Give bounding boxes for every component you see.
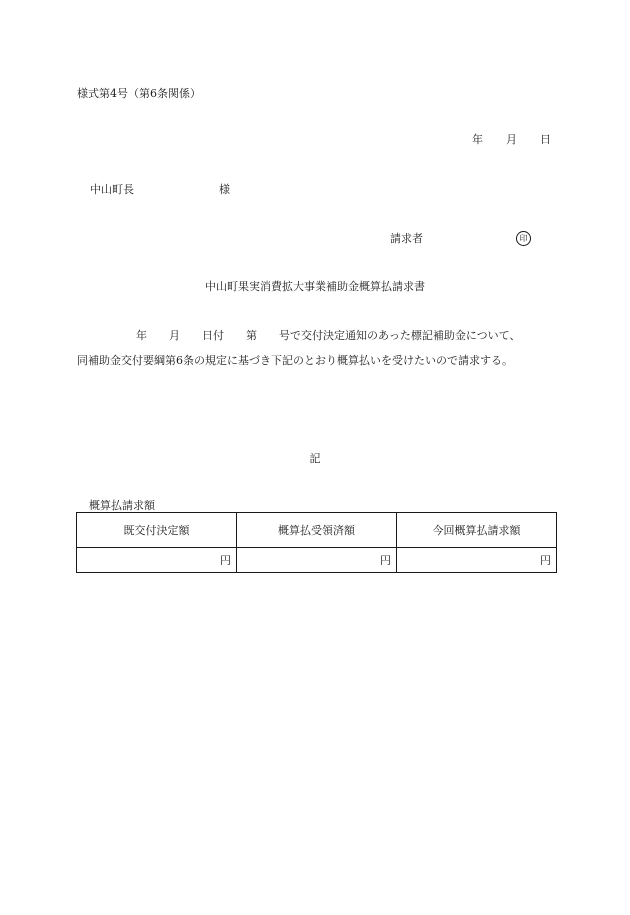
requester-label: 請求者 (390, 232, 423, 245)
document-title: 中山町果実消費拡大事業補助金概算払請求書 (205, 280, 425, 293)
date-month: 月 (506, 133, 517, 146)
column-header-requested: 今回概算払請求額 (397, 513, 557, 548)
cell-granted-amount[interactable]: 円 (77, 548, 237, 573)
addressee-name: 中山町長 (90, 183, 134, 196)
date-line (472, 131, 551, 147)
body-number-prefix: 第 (246, 329, 257, 342)
cell-requested-amount[interactable]: 円 (397, 548, 557, 573)
body-date-suffix: 日付 (202, 329, 224, 342)
body-line-1 (136, 327, 520, 343)
column-header-granted: 既交付決定額 (77, 513, 237, 548)
body-month: 月 (169, 329, 180, 342)
body-year: 年 (136, 329, 147, 342)
requester (390, 230, 531, 246)
amount-table-header-row (77, 513, 557, 548)
addressee-honorific: 様 (219, 183, 230, 196)
amount-section-label: 概算払請求額 (89, 499, 155, 512)
cell-received-amount[interactable]: 円 (237, 548, 397, 573)
body-line-2: 同補助金交付要綱第6条の規定に基づき下記のとおり概算払いを受けたいので請求する。 (77, 354, 513, 367)
body-sentence-1: 号で交付決定通知のあった標記補助金について、 (279, 329, 521, 342)
amount-table-value-row (77, 548, 557, 573)
form-number: 様式第4号（第6条関係） (77, 87, 201, 100)
amount-table (76, 512, 557, 573)
ki-heading: 記 (309, 452, 321, 465)
addressee (90, 181, 230, 197)
column-header-received: 概算払受領済額 (237, 513, 397, 548)
date-year: 年 (472, 133, 483, 146)
date-day: 日 (540, 133, 551, 146)
seal-mark: 印 (516, 231, 531, 246)
